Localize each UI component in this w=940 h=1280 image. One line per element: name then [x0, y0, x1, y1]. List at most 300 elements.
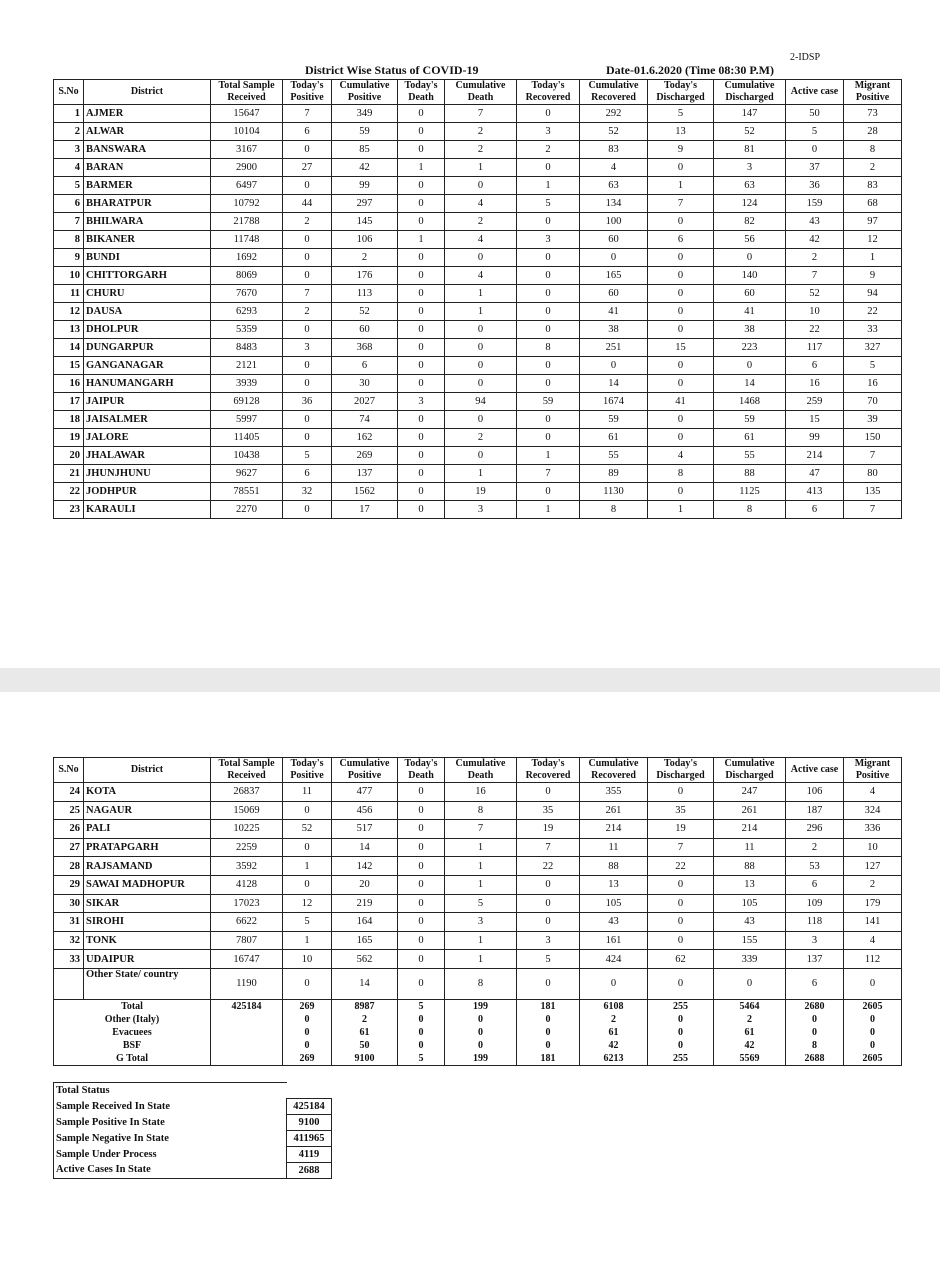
summary-cell: 0	[398, 1026, 445, 1039]
column-header: Cumulative Discharged	[714, 758, 786, 783]
table-cell: 2	[283, 303, 332, 321]
table-cell: 261	[580, 801, 648, 820]
table-cell: 0	[398, 213, 445, 231]
table-cell: 15	[786, 411, 844, 429]
district-name: KARAULI	[84, 501, 211, 519]
table-cell: 8483	[211, 339, 283, 357]
table-cell: 35	[517, 801, 580, 820]
district-name: JHALAWAR	[84, 447, 211, 465]
table-cell: 52	[283, 820, 332, 839]
summary-cell: 0	[648, 1039, 714, 1052]
table-cell: 4128	[211, 875, 283, 894]
table-cell: 27	[54, 838, 84, 857]
table-cell: 0	[283, 411, 332, 429]
summary-cell: 0	[648, 1013, 714, 1026]
table-cell: 8	[648, 465, 714, 483]
table-row	[54, 339, 902, 357]
table-cell: 0	[786, 141, 844, 159]
table-cell: 13	[54, 321, 84, 339]
table-cell: 6293	[211, 303, 283, 321]
table-cell: 7	[844, 447, 902, 465]
table-cell: 368	[332, 339, 398, 357]
table-cell: 59	[714, 411, 786, 429]
table-cell: 3592	[211, 857, 283, 876]
table-cell: 18	[54, 411, 84, 429]
table-cell: 4	[445, 195, 517, 213]
table-cell: 7	[844, 501, 902, 519]
table-row	[54, 177, 902, 195]
table-header-row	[54, 80, 902, 105]
table-cell: 22	[648, 857, 714, 876]
district-status-table-part2	[53, 757, 902, 1066]
total-status-label: Sample Negative In State	[54, 1130, 287, 1146]
table-cell: 165	[580, 267, 648, 285]
summary-cell: 0	[517, 1039, 580, 1052]
table-cell: 7	[283, 105, 332, 123]
table-cell: 12	[283, 894, 332, 913]
column-header: Today's Positive	[283, 80, 332, 105]
table-row	[54, 838, 902, 857]
table-cell: 1	[517, 177, 580, 195]
table-cell: 0	[517, 894, 580, 913]
table-cell: 10225	[211, 820, 283, 839]
table-cell: 159	[786, 195, 844, 213]
column-header: Today's Recovered	[517, 758, 580, 783]
district-name: CHITTORGARH	[84, 267, 211, 285]
table-cell: 0	[648, 875, 714, 894]
table-cell: 94	[844, 285, 902, 303]
district-name: JAISALMER	[84, 411, 211, 429]
table-cell: 29	[54, 875, 84, 894]
table-cell: 0	[445, 339, 517, 357]
summary-cell: 0	[844, 1026, 902, 1039]
district-name: PRATAPGARH	[84, 838, 211, 857]
table-cell: 251	[580, 339, 648, 357]
total-status-label: Active Cases In State	[54, 1162, 287, 1178]
table-cell: 0	[517, 285, 580, 303]
summary-cell: 0	[445, 1013, 517, 1026]
table-cell: 0	[714, 357, 786, 375]
summary-cell: 5464	[714, 999, 786, 1013]
table-cell: 327	[844, 339, 902, 357]
table-cell: 6	[786, 357, 844, 375]
summary-label: Evacuees	[54, 1026, 211, 1039]
table-cell: 11	[580, 838, 648, 857]
table-cell: 0	[398, 838, 445, 857]
table-cell: 150	[844, 429, 902, 447]
table-cell: 0	[517, 321, 580, 339]
summary-cell: 255	[648, 999, 714, 1013]
table-cell: 14	[714, 375, 786, 393]
table-cell: 2	[332, 249, 398, 267]
table-cell: 4	[445, 231, 517, 249]
table-cell: 15647	[211, 105, 283, 123]
table-cell: 0	[648, 411, 714, 429]
summary-cell: 2605	[844, 999, 902, 1013]
table-cell: 59	[332, 123, 398, 141]
table-cell: 162	[332, 429, 398, 447]
table-cell: 0	[283, 429, 332, 447]
table-cell: 52	[580, 123, 648, 141]
district-name: SIKAR	[84, 894, 211, 913]
table-cell: 0	[648, 931, 714, 950]
summary-cell: 8987	[332, 999, 398, 1013]
table-cell: 43	[580, 913, 648, 932]
table-cell: 219	[332, 894, 398, 913]
column-header: Cumulative Death	[445, 80, 517, 105]
table-cell: 214	[786, 447, 844, 465]
table-cell: 60	[580, 231, 648, 249]
table-cell: 145	[332, 213, 398, 231]
table-cell: 3	[54, 141, 84, 159]
table-cell: 8	[714, 501, 786, 519]
table-cell: 3	[714, 159, 786, 177]
table-cell: 8	[844, 141, 902, 159]
table-cell: 83	[580, 141, 648, 159]
table-cell: 161	[580, 931, 648, 950]
total-status-label: Sample Received In State	[54, 1098, 287, 1114]
table-cell: 339	[714, 950, 786, 969]
table-row	[54, 429, 902, 447]
summary-cell: 181	[517, 1052, 580, 1066]
table-cell: 20	[332, 875, 398, 894]
summary-cell: 199	[445, 1052, 517, 1066]
table-cell: 8	[445, 968, 517, 999]
total-status-row	[54, 1146, 332, 1162]
table-cell: 3	[445, 501, 517, 519]
table-cell: 13	[648, 123, 714, 141]
table-row	[54, 213, 902, 231]
table-cell: 0	[398, 339, 445, 357]
summary-cell: 2	[714, 1013, 786, 1026]
column-header: Today's Death	[398, 758, 445, 783]
table-cell: 0	[648, 968, 714, 999]
table-cell: 97	[844, 213, 902, 231]
table-cell: 0	[398, 483, 445, 501]
table-cell: 105	[714, 894, 786, 913]
summary-row	[54, 1052, 902, 1066]
table-cell: 13	[580, 875, 648, 894]
table-row	[54, 783, 902, 802]
table-row	[54, 195, 902, 213]
column-header: District	[84, 758, 211, 783]
summary-cell: 0	[283, 1026, 332, 1039]
table-cell: 82	[714, 213, 786, 231]
table-cell: 62	[648, 950, 714, 969]
table-cell: 106	[332, 231, 398, 249]
table-cell: 16	[786, 375, 844, 393]
table-cell: 517	[332, 820, 398, 839]
summary-cell: 5	[398, 1052, 445, 1066]
table-cell: 41	[714, 303, 786, 321]
table-cell: 5359	[211, 321, 283, 339]
table-cell: 8	[445, 801, 517, 820]
table-cell: 0	[283, 875, 332, 894]
total-status-heading: Total Status	[54, 1083, 287, 1099]
column-header: Cumulative Discharged	[714, 80, 786, 105]
table-cell: 1125	[714, 483, 786, 501]
table-cell: 2259	[211, 838, 283, 857]
table-cell: 38	[580, 321, 648, 339]
table-cell: 36	[786, 177, 844, 195]
table-cell: 10	[283, 950, 332, 969]
table-cell: 0	[648, 267, 714, 285]
table-cell: 15069	[211, 801, 283, 820]
table-cell: 109	[786, 894, 844, 913]
table-cell: 89	[580, 465, 648, 483]
table-cell: 19	[445, 483, 517, 501]
summary-cell: 199	[445, 999, 517, 1013]
table-cell: 9	[844, 267, 902, 285]
table-cell: 0	[517, 375, 580, 393]
column-header: Migrant Positive	[844, 80, 902, 105]
table-row	[54, 321, 902, 339]
district-name: JODHPUR	[84, 483, 211, 501]
table-cell: 0	[398, 285, 445, 303]
table-row	[54, 357, 902, 375]
table-cell: 83	[844, 177, 902, 195]
table-cell: 7	[517, 465, 580, 483]
table-cell: 0	[283, 801, 332, 820]
table-cell: 424	[580, 950, 648, 969]
table-cell: 0	[517, 249, 580, 267]
table-cell: 59	[580, 411, 648, 429]
table-cell: 3	[786, 931, 844, 950]
summary-cell	[211, 1039, 283, 1052]
table-cell: 7	[648, 838, 714, 857]
table-cell: 0	[580, 357, 648, 375]
column-header: Today's Discharged	[648, 758, 714, 783]
table-cell: 106	[786, 783, 844, 802]
table-cell: 0	[283, 231, 332, 249]
table-cell: 0	[398, 411, 445, 429]
table-cell: 0	[648, 303, 714, 321]
table-cell: 2	[445, 141, 517, 159]
table-cell: 6497	[211, 177, 283, 195]
table-row	[54, 393, 902, 411]
table-cell: 12	[844, 231, 902, 249]
table-cell: 0	[648, 213, 714, 231]
table-cell: 1	[445, 857, 517, 876]
district-name: JAIPUR	[84, 393, 211, 411]
district-name: DHOLPUR	[84, 321, 211, 339]
table-cell: 2	[786, 838, 844, 857]
table-cell: 70	[844, 393, 902, 411]
table-cell: 2900	[211, 159, 283, 177]
table-cell: 24	[54, 783, 84, 802]
table-cell: 61	[580, 429, 648, 447]
table-cell: 16	[844, 375, 902, 393]
summary-cell: 6213	[580, 1052, 648, 1066]
table-row	[54, 820, 902, 839]
district-name: UDAIPUR	[84, 950, 211, 969]
summary-cell: 0	[786, 1013, 844, 1026]
table-cell: 0	[283, 141, 332, 159]
column-header: Cumulative Positive	[332, 80, 398, 105]
table-cell: 27	[283, 159, 332, 177]
column-header: Total Sample Received	[211, 758, 283, 783]
table-cell: 355	[580, 783, 648, 802]
table-cell: 68	[844, 195, 902, 213]
table-cell: 8	[517, 339, 580, 357]
table-cell: 2	[517, 141, 580, 159]
table-cell: 1	[445, 950, 517, 969]
summary-row	[54, 1039, 902, 1052]
table-cell: 50	[786, 105, 844, 123]
district-name: KOTA	[84, 783, 211, 802]
table-cell: 4	[54, 159, 84, 177]
table-cell: 0	[398, 875, 445, 894]
table-cell: 2121	[211, 357, 283, 375]
table-cell: 43	[714, 913, 786, 932]
table-cell: 0	[398, 357, 445, 375]
column-header: Today's Discharged	[648, 80, 714, 105]
table-cell: 0	[648, 783, 714, 802]
table-cell: 0	[517, 213, 580, 231]
table-row	[54, 950, 902, 969]
table-cell: 0	[283, 357, 332, 375]
table-cell: 52	[714, 123, 786, 141]
table-cell: 1	[398, 159, 445, 177]
table-cell: 78551	[211, 483, 283, 501]
table-cell: 456	[332, 801, 398, 820]
summary-cell: 269	[283, 1052, 332, 1066]
summary-cell: 2	[580, 1013, 648, 1026]
table-cell: 259	[786, 393, 844, 411]
table-cell: 0	[283, 321, 332, 339]
table-cell: 2	[445, 213, 517, 231]
table-cell: 0	[648, 357, 714, 375]
table-cell: 0	[648, 159, 714, 177]
table-cell: 28	[54, 857, 84, 876]
table-cell: 292	[580, 105, 648, 123]
table-cell: 88	[580, 857, 648, 876]
table-cell: 176	[332, 267, 398, 285]
table-cell: 19	[648, 820, 714, 839]
district-name: CHURU	[84, 285, 211, 303]
table-cell: 0	[398, 321, 445, 339]
table-cell: 12	[54, 303, 84, 321]
table-cell: 7	[648, 195, 714, 213]
table-cell: 118	[786, 913, 844, 932]
table-cell: 0	[580, 968, 648, 999]
summary-cell: 0	[517, 1026, 580, 1039]
table-cell: 0	[398, 105, 445, 123]
table-cell: 80	[844, 465, 902, 483]
table-cell: 6	[283, 465, 332, 483]
table-cell: 214	[714, 820, 786, 839]
table-cell: 137	[332, 465, 398, 483]
summary-cell: 9100	[332, 1052, 398, 1066]
table-cell: 38	[714, 321, 786, 339]
table-cell: 31	[54, 913, 84, 932]
table-cell: 7	[445, 105, 517, 123]
district-name: SIROHI	[84, 913, 211, 932]
table-cell: 19	[517, 820, 580, 839]
summary-cell: 2605	[844, 1052, 902, 1066]
table-cell: 4	[844, 931, 902, 950]
table-cell: 11405	[211, 429, 283, 447]
table-cell: 19	[54, 429, 84, 447]
district-name: BHARATPUR	[84, 195, 211, 213]
table-cell: 0	[445, 411, 517, 429]
table-cell: 2	[283, 213, 332, 231]
summary-cell: 0	[283, 1039, 332, 1052]
table-cell: 30	[332, 375, 398, 393]
summary-cell: 2688	[786, 1052, 844, 1066]
table-cell: 247	[714, 783, 786, 802]
summary-label: BSF	[54, 1039, 211, 1052]
table-cell: 127	[844, 857, 902, 876]
table-cell: 7670	[211, 285, 283, 303]
table-cell: 6622	[211, 913, 283, 932]
table-cell: 1674	[580, 393, 648, 411]
summary-cell: 42	[580, 1039, 648, 1052]
report-title: District Wise Status of COVID-19	[305, 63, 479, 77]
table-cell: 63	[714, 177, 786, 195]
table-cell: 8069	[211, 267, 283, 285]
table-cell: 42	[786, 231, 844, 249]
summary-cell: 61	[580, 1026, 648, 1039]
table-cell: 1	[844, 249, 902, 267]
summary-row	[54, 999, 902, 1013]
table-cell: 16	[445, 783, 517, 802]
table-cell	[54, 968, 84, 999]
table-cell: 0	[398, 123, 445, 141]
summary-cell: 61	[714, 1026, 786, 1039]
summary-cell: 61	[332, 1026, 398, 1039]
table-cell: 0	[398, 177, 445, 195]
table-cell: 43	[786, 213, 844, 231]
total-status-value: 9100	[287, 1114, 332, 1130]
table-cell: 147	[714, 105, 786, 123]
table-cell: 42	[332, 159, 398, 177]
table-cell: 0	[398, 267, 445, 285]
table-cell: 69128	[211, 393, 283, 411]
table-cell: 0	[398, 801, 445, 820]
table-cell: 5	[54, 177, 84, 195]
table-cell: 0	[398, 465, 445, 483]
district-name: BHILWARA	[84, 213, 211, 231]
table-cell: 135	[844, 483, 902, 501]
table-cell: 14	[332, 838, 398, 857]
table-cell: 60	[714, 285, 786, 303]
summary-cell: 0	[398, 1013, 445, 1026]
district-name: DUNGARPUR	[84, 339, 211, 357]
table-cell: 59	[517, 393, 580, 411]
table-cell: 164	[332, 913, 398, 932]
table-cell: 99	[786, 429, 844, 447]
table-row	[54, 249, 902, 267]
column-header: Cumulative Recovered	[580, 80, 648, 105]
table-row	[54, 875, 902, 894]
table-cell: 6	[283, 123, 332, 141]
table-cell: 0	[517, 357, 580, 375]
district-name: HANUMANGARH	[84, 375, 211, 393]
table-cell: 1	[283, 931, 332, 950]
table-cell: 0	[398, 303, 445, 321]
page-code: 2-IDSP	[790, 52, 821, 63]
table-cell: 113	[332, 285, 398, 303]
table-cell: 0	[517, 483, 580, 501]
summary-cell: 0	[786, 1026, 844, 1039]
table-cell: 155	[714, 931, 786, 950]
table-cell: 0	[398, 141, 445, 159]
table-cell: 0	[648, 249, 714, 267]
table-cell: 74	[332, 411, 398, 429]
table-cell: 2027	[332, 393, 398, 411]
district-name: BARMER	[84, 177, 211, 195]
